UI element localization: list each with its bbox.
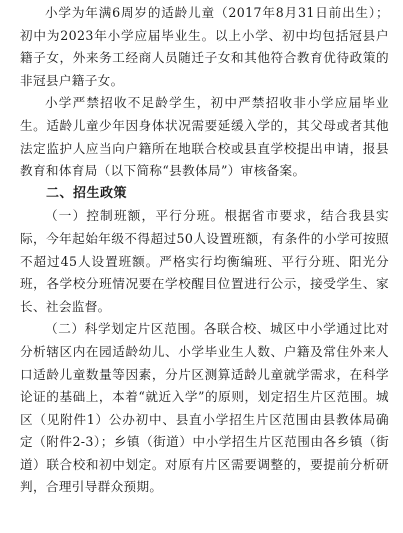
paragraph-enrollment-age: 小学为年满6周岁的适龄儿童（2017年8月31日前出生）；初中为2023年小学应届毕业生。以上小学、初中均包括冠县户籍子女，外来务工经商人员随迁子女和其他符合教育优待政策的非冠县户籍子女。: [20, 5, 389, 88]
paragraph-district-zoning: （二）科学划定片区范围。各联合校、城区中小学通过比对分析辖区内在园适龄幼儿、小学毕业生人数、户籍及常住外来人口适龄儿童数量等因素，分片区测算适龄儿童就学需求，在科学论证的基础上，本着“就近入学”的原则，划定招生片区范围。城区（见附件1）公办初中、县直小学招生片区范围由县教体局确定（附件2-3）；乡镇（街道）中小学招生片区范围由各乡镇（街道）联合校和初中划定。对原有片区需要调整的，要提前分析研判，合理引导群众预期。: [20, 321, 389, 495]
paragraph-age-restriction: 小学严禁招收不足龄学生，初中严禁招收非小学应届毕业生。适龄儿童少年因身体状况需要延缓入学的，其父母或者其他法定监护人应当向户籍所在地联合校或县直学校提出申请，报县教育和体育局（以下简称“县教体局”）审核备案。: [20, 95, 389, 179]
section-heading: 二、招生政策: [46, 185, 128, 201]
paragraph-class-size: （一）控制班额，平行分班。根据省市要求，结合我县实际，今年起始年级不得超过50人设置班额，有条件的小学可按照不超过45人设置班额。严格实行均衡编班、平行分班、阳光分班，各学校分班情况要在学校醒目位置进行公示，接受学生、家长、社会监督。: [20, 208, 389, 314]
